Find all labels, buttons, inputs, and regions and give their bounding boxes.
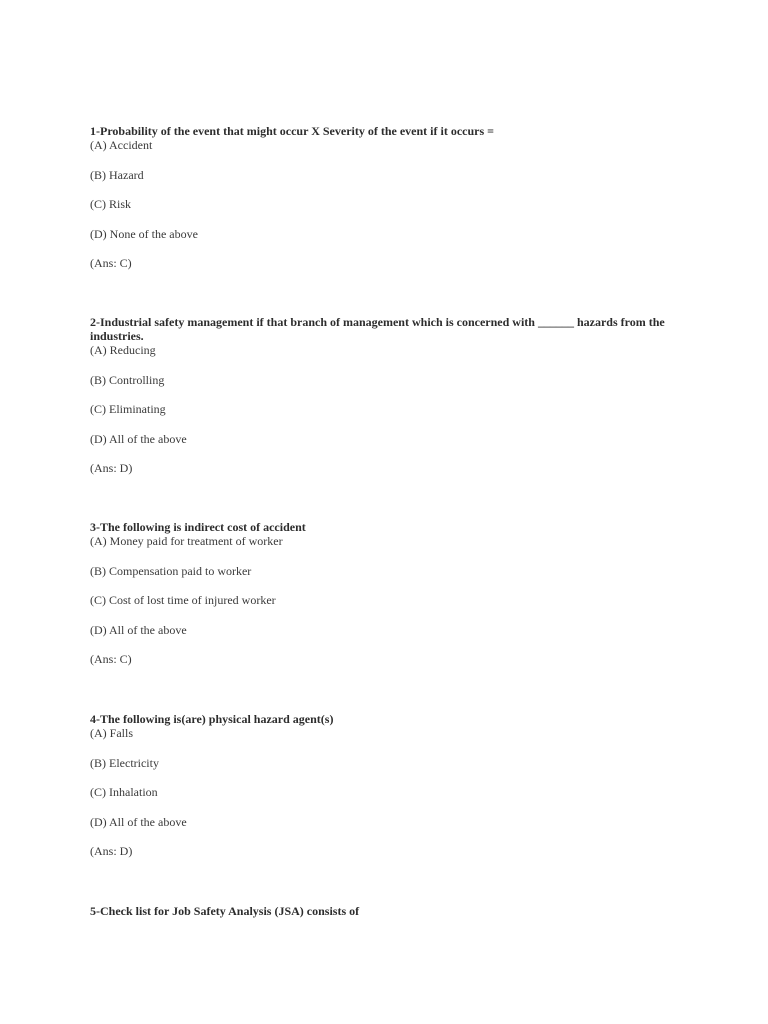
option-b: (B) Compensation paid to worker xyxy=(90,563,252,578)
question-title: 3-The following is indirect cost of accident xyxy=(90,520,306,534)
option-b: (B) Electricity xyxy=(90,755,159,770)
answer: (Ans: D) xyxy=(90,461,133,475)
option-d: (D) All of the above xyxy=(90,431,187,446)
option-a: (A) Accident xyxy=(90,138,153,152)
option-c: (C) Inhalation xyxy=(90,785,158,799)
question-1 xyxy=(90,124,690,270)
option-c: (C) Risk xyxy=(90,197,132,211)
option-a: (A) Reducing xyxy=(90,343,156,357)
question-title: 5-Check list for Job Safety Analysis (JSA) consists of xyxy=(90,904,360,918)
answer: (Ans: C) xyxy=(90,652,132,666)
question-5 xyxy=(90,904,690,918)
question-title: 2-Industrial safety management if that branch of management which is concerned with ______ hazards from the industries. xyxy=(90,315,665,343)
option-d: (D) All of the above xyxy=(90,814,187,829)
answer: (Ans: D) xyxy=(90,844,133,858)
answer: (Ans: C) xyxy=(90,256,132,270)
option-c: (C) Cost of lost time of injured worker xyxy=(90,593,276,607)
question-2 xyxy=(90,315,690,475)
question-title: 1-Probability of the event that might occur X Severity of the event if it occurs = xyxy=(90,124,494,138)
option-b: (B) Controlling xyxy=(90,372,165,387)
option-c: (C) Eliminating xyxy=(90,402,166,416)
option-d: (D) All of the above xyxy=(90,622,187,637)
question-title: 4-The following is(are) physical hazard agent(s) xyxy=(90,712,334,726)
option-b: (B) Hazard xyxy=(90,167,144,182)
option-a: (A) Falls xyxy=(90,726,133,740)
question-3 xyxy=(90,520,690,666)
question-4 xyxy=(90,712,690,858)
option-a: (A) Money paid for treatment of worker xyxy=(90,534,283,548)
option-d: (D) None of the above xyxy=(90,226,198,241)
